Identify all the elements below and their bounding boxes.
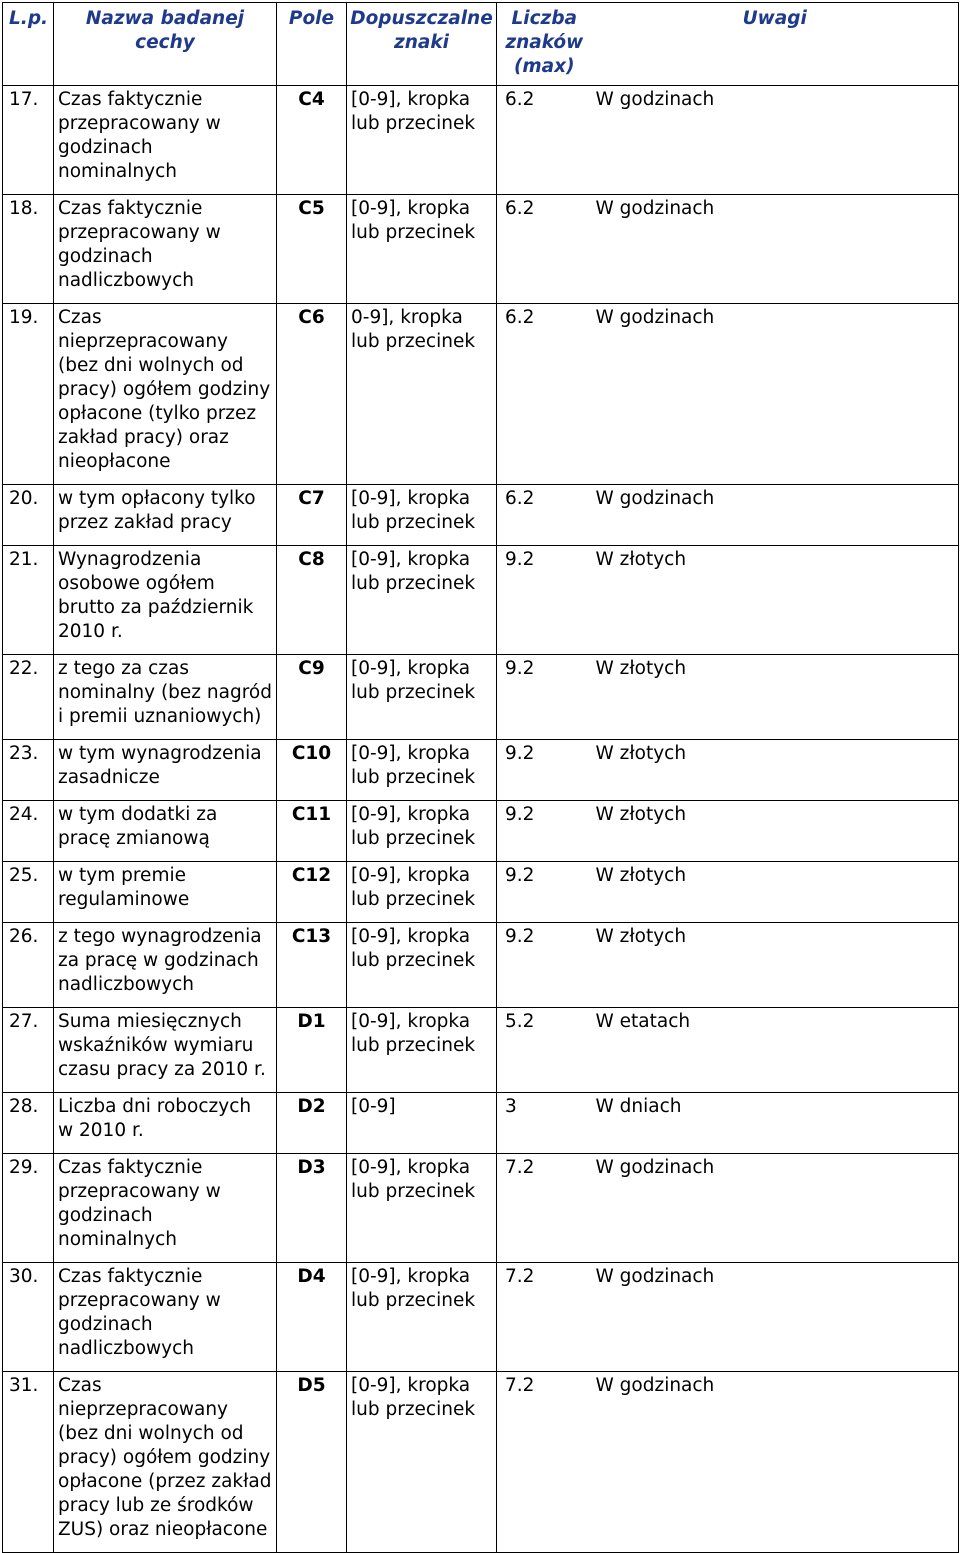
row-uwagi: W godzinach: [592, 1263, 959, 1372]
row-znaki: [0-9]: [347, 1093, 497, 1154]
table-row: [3, 1263, 959, 1372]
row-lp: 17.: [3, 86, 54, 195]
row-pole: C10: [277, 740, 347, 801]
row-pole: C6: [277, 304, 347, 485]
row-znaki: [0-9], kropka lub przecinek: [347, 740, 497, 801]
row-znaki: [0-9], kropka lub przecinek: [347, 546, 497, 655]
header-name: Nazwa badanej cechy: [54, 3, 277, 86]
table-row: [3, 862, 959, 923]
row-uwagi: W złotych: [592, 862, 959, 923]
row-znaki: [0-9], kropka lub przecinek: [347, 1008, 497, 1093]
row-name: w tym opłacony tylko przez zakład pracy: [54, 485, 277, 546]
row-max: 9.2: [497, 862, 592, 923]
table-row: [3, 1154, 959, 1263]
row-name: Czas faktycznie przepracowany w godzinach nominalnych: [54, 1154, 277, 1263]
row-name: w tym dodatki za pracę zmianową: [54, 801, 277, 862]
row-lp: 28.: [3, 1093, 54, 1154]
row-uwagi: W złotych: [592, 801, 959, 862]
row-lp: 31.: [3, 1372, 54, 1553]
header-pole: Pole: [277, 3, 347, 86]
row-lp: 29.: [3, 1154, 54, 1263]
row-lp: 22.: [3, 655, 54, 740]
table-row: [3, 195, 959, 304]
row-uwagi: W złotych: [592, 655, 959, 740]
row-max: 9.2: [497, 546, 592, 655]
row-uwagi: W złotych: [592, 923, 959, 1008]
row-max: 5.2: [497, 1008, 592, 1093]
row-max: 3: [497, 1093, 592, 1154]
row-uwagi: W godzinach: [592, 304, 959, 485]
row-lp: 30.: [3, 1263, 54, 1372]
row-name: z tego wynagrodzenia za pracę w godzinach nadliczbowych: [54, 923, 277, 1008]
row-znaki: [0-9], kropka lub przecinek: [347, 1372, 497, 1553]
row-name: Suma miesięcznych wskaźników wymiaru czasu pracy za 2010 r.: [54, 1008, 277, 1093]
row-lp: 27.: [3, 1008, 54, 1093]
header-lp: L.p.: [3, 3, 54, 86]
row-lp: 21.: [3, 546, 54, 655]
row-pole: D4: [277, 1263, 347, 1372]
row-max: 7.2: [497, 1154, 592, 1263]
row-name: Wynagrodzenia osobowe ogółem brutto za październik 2010 r.: [54, 546, 277, 655]
row-name: Czas faktycznie przepracowany w godzinach nadliczbowych: [54, 1263, 277, 1372]
row-pole: C13: [277, 923, 347, 1008]
row-name: Czas faktycznie przepracowany w godzinach nominalnych: [54, 86, 277, 195]
row-uwagi: W godzinach: [592, 1154, 959, 1263]
row-znaki: [0-9], kropka lub przecinek: [347, 655, 497, 740]
header-row: [3, 3, 959, 86]
row-name: w tym wynagrodzenia zasadnicze: [54, 740, 277, 801]
fields-table: [2, 2, 959, 1553]
row-max: 9.2: [497, 655, 592, 740]
table-row: [3, 1372, 959, 1553]
row-name: z tego za czas nominalny (bez nagród i premii uznaniowych): [54, 655, 277, 740]
row-name: Liczba dni roboczych w 2010 r.: [54, 1093, 277, 1154]
row-name: Czas nieprzepracowany (bez dni wolnych od pracy) ogółem godziny opłacone (tylko przez zakład pracy) oraz nieopłacone: [54, 304, 277, 485]
table-row: [3, 655, 959, 740]
row-max: 7.2: [497, 1263, 592, 1372]
table-row: [3, 1093, 959, 1154]
row-pole: D2: [277, 1093, 347, 1154]
row-uwagi: W dniach: [592, 1093, 959, 1154]
header-max: Liczba znaków (max): [497, 3, 592, 86]
row-lp: 18.: [3, 195, 54, 304]
row-max: 6.2: [497, 304, 592, 485]
table-row: [3, 304, 959, 485]
row-uwagi: W godzinach: [592, 195, 959, 304]
row-pole: C9: [277, 655, 347, 740]
row-max: 9.2: [497, 923, 592, 1008]
row-znaki: [0-9], kropka lub przecinek: [347, 862, 497, 923]
row-znaki: [0-9], kropka lub przecinek: [347, 923, 497, 1008]
row-max: 6.2: [497, 86, 592, 195]
row-max: 9.2: [497, 801, 592, 862]
row-znaki: [0-9], kropka lub przecinek: [347, 485, 497, 546]
row-znaki: [0-9], kropka lub przecinek: [347, 195, 497, 304]
row-uwagi: W etatach: [592, 1008, 959, 1093]
row-lp: 23.: [3, 740, 54, 801]
row-lp: 25.: [3, 862, 54, 923]
row-znaki: 0-9], kropka lub przecinek: [347, 304, 497, 485]
row-pole: C11: [277, 801, 347, 862]
row-max: 6.2: [497, 195, 592, 304]
table-row: [3, 86, 959, 195]
row-pole: C5: [277, 195, 347, 304]
row-znaki: [0-9], kropka lub przecinek: [347, 801, 497, 862]
row-pole: C7: [277, 485, 347, 546]
table-row: [3, 1008, 959, 1093]
table-row: [3, 801, 959, 862]
row-znaki: [0-9], kropka lub przecinek: [347, 1154, 497, 1263]
row-pole: C8: [277, 546, 347, 655]
row-pole: D5: [277, 1372, 347, 1553]
row-max: 6.2: [497, 485, 592, 546]
row-pole: C12: [277, 862, 347, 923]
row-pole: D3: [277, 1154, 347, 1263]
row-name: Czas faktycznie przepracowany w godzinach nadliczbowych: [54, 195, 277, 304]
row-pole: D1: [277, 1008, 347, 1093]
row-name: Czas nieprzepracowany (bez dni wolnych od pracy) ogółem godziny opłacone (przez zakład pracy lub ze środków ZUS) oraz nieopłacone: [54, 1372, 277, 1553]
row-lp: 20.: [3, 485, 54, 546]
table-row: [3, 923, 959, 1008]
row-uwagi: W godzinach: [592, 1372, 959, 1553]
row-uwagi: W godzinach: [592, 485, 959, 546]
header-uwagi: Uwagi: [592, 3, 959, 86]
row-uwagi: W godzinach: [592, 86, 959, 195]
header-znaki: Dopuszczalne znaki: [347, 3, 497, 86]
table-row: [3, 485, 959, 546]
row-uwagi: W złotych: [592, 740, 959, 801]
row-name: w tym premie regulaminowe: [54, 862, 277, 923]
row-lp: 26.: [3, 923, 54, 1008]
row-uwagi: W złotych: [592, 546, 959, 655]
table-row: [3, 740, 959, 801]
row-znaki: [0-9], kropka lub przecinek: [347, 86, 497, 195]
row-znaki: [0-9], kropka lub przecinek: [347, 1263, 497, 1372]
row-max: 9.2: [497, 740, 592, 801]
row-lp: 19.: [3, 304, 54, 485]
table-row: [3, 546, 959, 655]
row-pole: C4: [277, 86, 347, 195]
row-max: 7.2: [497, 1372, 592, 1553]
row-lp: 24.: [3, 801, 54, 862]
